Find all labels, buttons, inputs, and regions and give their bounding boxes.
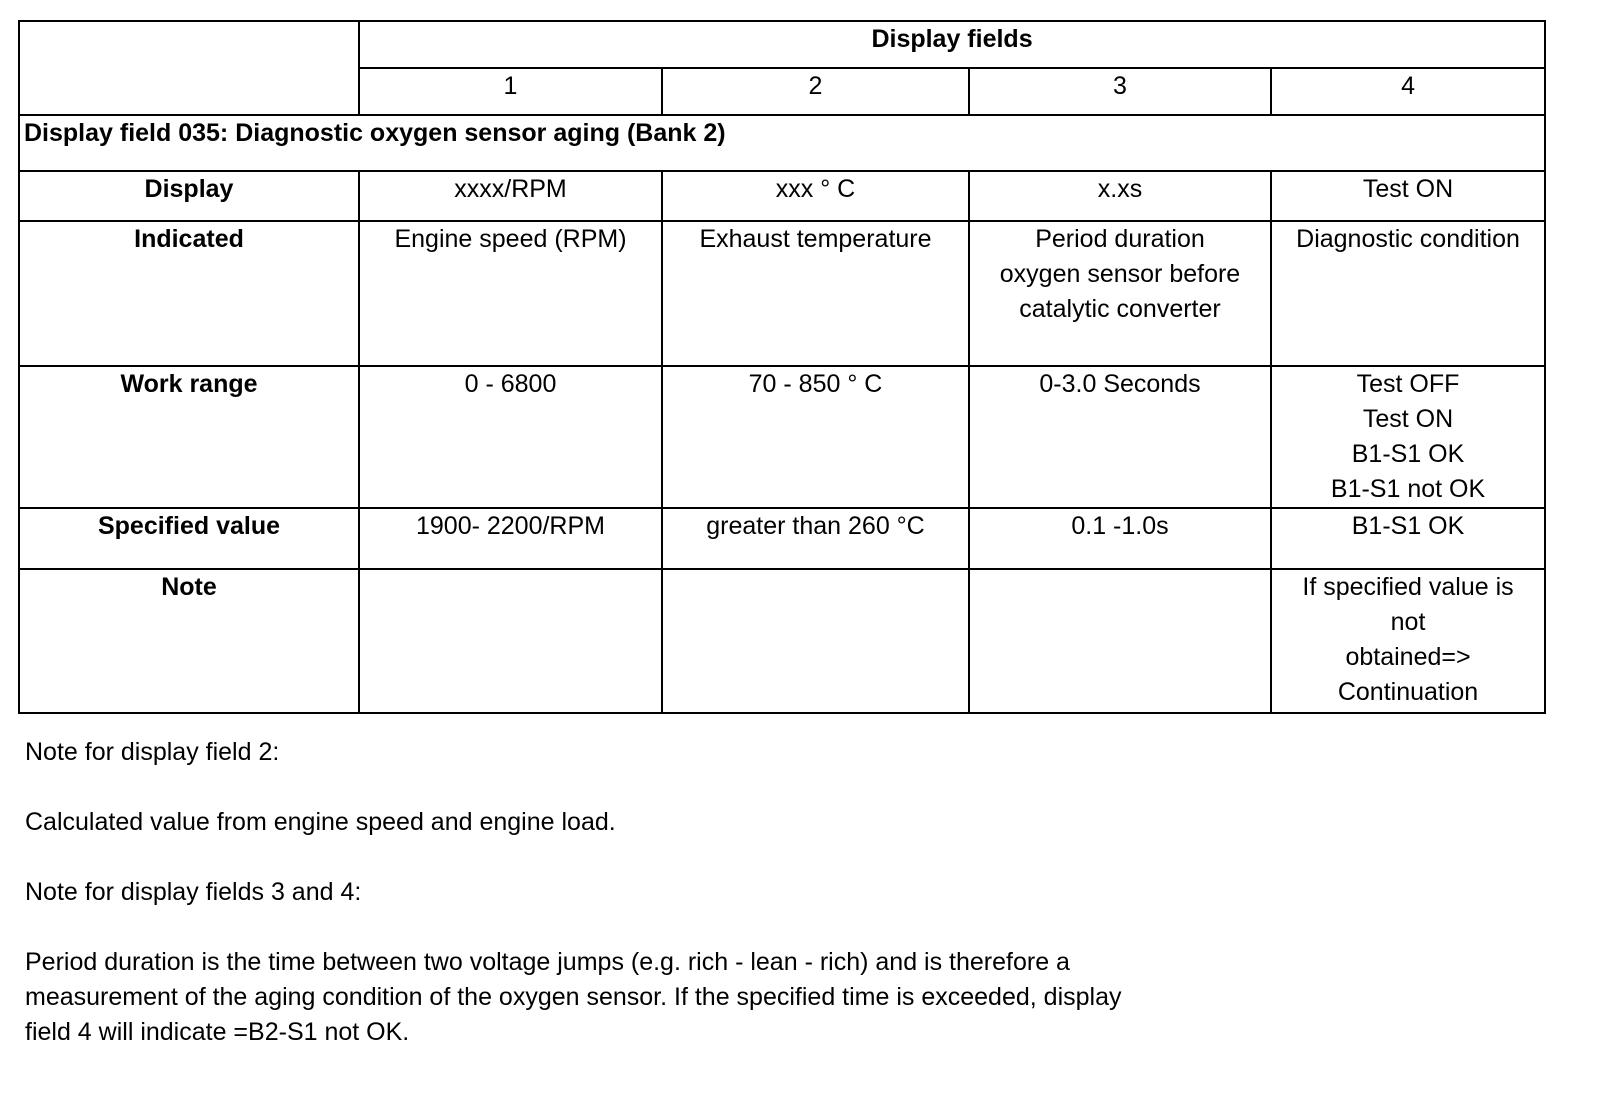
- note-heading-fields-3-4: Note for display fields 3 and 4:: [25, 878, 362, 906]
- notes-section: [25, 735, 1425, 1085]
- note-text-field-2: Calculated value from engine speed and engine load.: [25, 808, 616, 836]
- cell-line: xxx ° C: [775, 175, 856, 203]
- row-label: Work range: [19, 366, 359, 508]
- cell-line: 0-3.0 Seconds: [1039, 370, 1201, 398]
- table-cell: [969, 569, 1271, 713]
- table-cell: [662, 366, 969, 508]
- table-cell: [1271, 366, 1545, 508]
- cell-line: Diagnostic condition: [1296, 225, 1520, 253]
- table-cell: [1271, 569, 1545, 713]
- row-label: Specified value: [19, 508, 359, 569]
- note-text-line: measurement of the aging condition of the oxygen sensor. If the specified time is exceeded, display: [25, 983, 1122, 1011]
- table-cell: [662, 171, 969, 221]
- cell-line: greater than 260 °C: [706, 512, 925, 540]
- cell-line: Test ON: [1362, 405, 1454, 433]
- cell-line: Exhaust temperature: [699, 225, 932, 253]
- cell-line: Test ON: [1362, 175, 1454, 203]
- table-row: [19, 171, 1545, 221]
- cell-line: catalytic converter: [1019, 295, 1221, 323]
- cell-line: not: [1390, 608, 1426, 636]
- cell-line: B1-S1 OK: [1351, 512, 1465, 540]
- section-title: Display field 035: Diagnostic oxygen sensor aging (Bank 2): [19, 115, 1545, 171]
- cell-line: Engine speed (RPM): [394, 225, 627, 253]
- note-text-line: field 4 will indicate =B2-S1 not OK.: [25, 1018, 410, 1046]
- table-cell: [1271, 171, 1545, 221]
- cell-line: Test OFF: [1356, 370, 1460, 398]
- row-label: Display: [19, 171, 359, 221]
- table-cell: [969, 508, 1271, 569]
- table-cell: [359, 171, 662, 221]
- table-cell: [359, 508, 662, 569]
- column-header-1: 1: [359, 68, 662, 115]
- cell-line: obtained=>: [1345, 643, 1471, 671]
- cell-line: x.xs: [1097, 175, 1143, 203]
- cell-line: If specified value is: [1302, 573, 1514, 601]
- table-cell: [969, 221, 1271, 366]
- table-cell: [969, 171, 1271, 221]
- table-cell: [969, 366, 1271, 508]
- table-body: [19, 171, 1545, 713]
- cell-line: xxxx/RPM: [454, 175, 567, 203]
- table-cell: [1271, 508, 1545, 569]
- table-cell: [662, 569, 969, 713]
- cell-line: 0 - 6800: [464, 370, 557, 398]
- column-header-4: 4: [1271, 68, 1545, 115]
- cell-line: B1-S1 OK: [1351, 440, 1465, 468]
- table-cell: [662, 508, 969, 569]
- cell-line: Period duration: [1035, 225, 1205, 253]
- row-label: Note: [19, 569, 359, 713]
- table-cell: [359, 221, 662, 366]
- cell-line: Continuation: [1337, 678, 1479, 706]
- table-cell: [359, 569, 662, 713]
- note-heading-field-2: Note for display field 2:: [25, 738, 280, 766]
- cell-line: B1-S1 not OK: [1330, 475, 1486, 503]
- column-header-2: 2: [662, 68, 969, 115]
- cell-line: 1900- 2200/RPM: [415, 512, 605, 540]
- table-corner-cell: [19, 21, 359, 115]
- cell-line: 0.1 -1.0s: [1071, 512, 1169, 540]
- display-fields-header: Display fields: [359, 21, 1545, 68]
- table-row: [19, 221, 1545, 366]
- cell-line: 70 - 850 ° C: [748, 370, 883, 398]
- display-fields-table: [18, 20, 1546, 714]
- table-cell: [1271, 221, 1545, 366]
- note-text-fields-3-4: [25, 945, 1425, 1050]
- row-label: Indicated: [19, 221, 359, 366]
- table-cell: [359, 366, 662, 508]
- cell-line: oxygen sensor before: [999, 260, 1241, 288]
- table-row: [19, 569, 1545, 713]
- note-text-line: Period duration is the time between two voltage jumps (e.g. rich - lean - rich) and is therefore a: [25, 948, 1070, 976]
- table-row: [19, 508, 1545, 569]
- table-cell: [662, 221, 969, 366]
- column-header-3: 3: [969, 68, 1271, 115]
- table-row: [19, 366, 1545, 508]
